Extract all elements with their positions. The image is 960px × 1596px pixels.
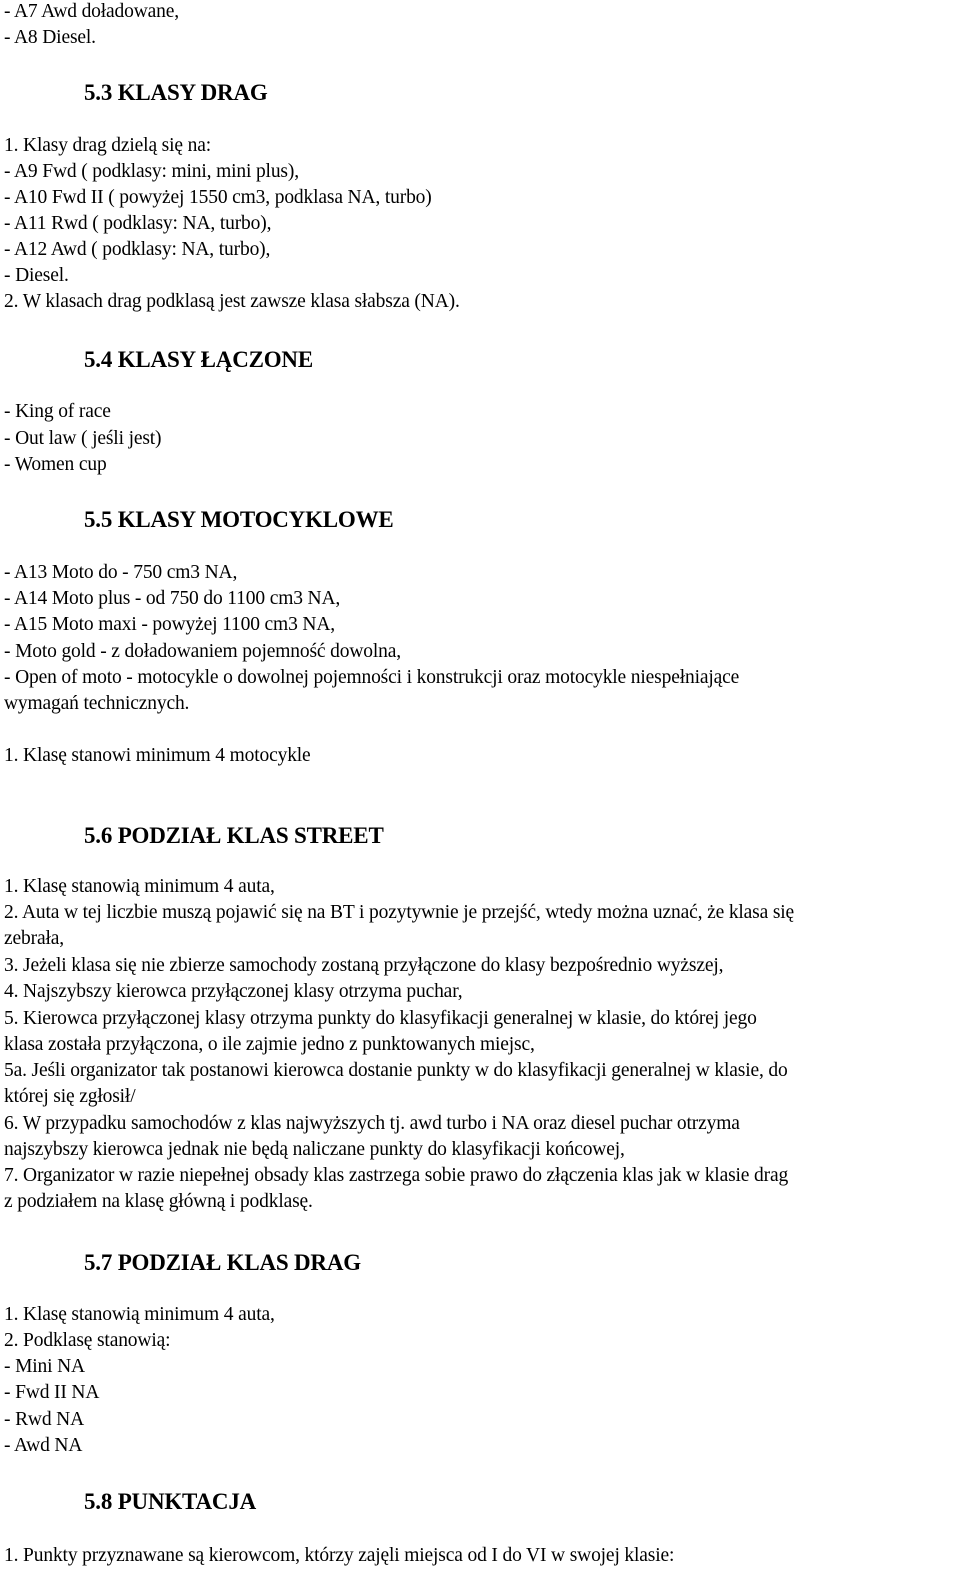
text-line: 1. Klasy drag dzielą się na: bbox=[4, 135, 211, 156]
text-line: 1. Klasę stanowią minimum 4 auta, bbox=[4, 1304, 275, 1325]
text-line: 5. Kierowca przyłączonej klasy otrzyma punkty do klasyfikacji generalnej w klasie, do której jego bbox=[4, 1008, 757, 1029]
text-line: 6. W przypadku samochodów z klas najwyższych tj. awd turbo i NA oraz diesel puchar otrzyma bbox=[4, 1113, 740, 1134]
section-heading: 5.4 KLASY ŁĄCZONE bbox=[84, 347, 313, 372]
text-line: - A12 Awd ( podklasy: NA, turbo), bbox=[4, 239, 271, 260]
section-heading: 5.7 PODZIAŁ KLAS DRAG bbox=[84, 1250, 361, 1275]
text-line: - Rwd NA bbox=[4, 1409, 85, 1430]
text-line: - A8 Diesel. bbox=[4, 27, 96, 48]
text-line: której się zgłosił/ bbox=[4, 1086, 136, 1107]
text-line: - Mini NA bbox=[4, 1356, 85, 1377]
text-line: 1. Klasę stanowią minimum 4 auta, bbox=[4, 876, 275, 897]
text-line: 1. Punkty przyznawane są kierowcom, którzy zajęli miejsca od I do VI w swojej klasie: bbox=[4, 1545, 675, 1566]
section-heading: 5.8 PUNKTACJA bbox=[84, 1489, 257, 1514]
text-line: klasa została przyłączona, o ile zajmie jedno z punktowanych miejsc, bbox=[4, 1034, 535, 1055]
text-line: 2. W klasach drag podklasą jest zawsze klasa słabsza (NA). bbox=[4, 291, 460, 312]
text-line: 1. Klasę stanowi minimum 4 motocykle bbox=[4, 745, 311, 766]
text-line: 2. Podklasę stanowią: bbox=[4, 1330, 171, 1351]
text-line: 5a. Jeśli organizator tak postanowi kierowca dostanie punkty w do klasyfikacji generalnej w klasie, do bbox=[4, 1060, 788, 1081]
text-line: - Open of moto - motocykle o dowolnej pojemności i konstrukcji oraz motocykle niespełniające bbox=[4, 667, 740, 688]
text-line: - Women cup bbox=[4, 454, 107, 475]
section-heading: 5.6 PODZIAŁ KLAS STREET bbox=[84, 823, 384, 848]
text-line: z podziałem na klasę główną i podklasę. bbox=[4, 1191, 313, 1212]
text-line: - Diesel. bbox=[4, 265, 69, 286]
text-line: 4. Najszybszy kierowca przyłączonej klasy otrzyma puchar, bbox=[4, 981, 463, 1002]
text-line: - A14 Moto plus - od 750 do 1100 cm3 NA, bbox=[4, 588, 341, 609]
text-line: - Awd NA bbox=[4, 1435, 83, 1456]
text-line: - A7 Awd doładowane, bbox=[4, 1, 180, 22]
text-line: 3. Jeżeli klasa się nie zbierze samochody zostaną przyłączone do klasy bezpośrednio wyższej, bbox=[4, 955, 724, 976]
text-line: 7. Organizator w razie niepełnej obsady klas zastrzega sobie prawo do złączenia klas jak w klasie drag bbox=[4, 1165, 789, 1186]
text-line: - Moto gold - z doładowaniem pojemność dowolna, bbox=[4, 641, 401, 662]
text-line: - Fwd II NA bbox=[4, 1382, 100, 1403]
text-line: - A10 Fwd II ( powyżej 1550 cm3, podklasa NA, turbo) bbox=[4, 187, 432, 208]
section-heading: 5.3 KLASY DRAG bbox=[84, 80, 268, 105]
text-line: 2. Auta w tej liczbie muszą pojawić się na BT i pozytywnie je przejść, wtedy można uznać, że klasa się bbox=[4, 902, 795, 923]
text-line: - A15 Moto maxi - powyżej 1100 cm3 NA, bbox=[4, 614, 335, 635]
section-heading: 5.5 KLASY MOTOCYKLOWE bbox=[84, 507, 394, 532]
text-line: - A13 Moto do - 750 cm3 NA, bbox=[4, 562, 238, 583]
text-line: najszybszy kierowca jednak nie będą naliczane punkty do klasyfikacji końcowej, bbox=[4, 1139, 625, 1160]
text-line: - Out law ( jeśli jest) bbox=[4, 428, 162, 449]
text-line: zebrała, bbox=[4, 928, 64, 949]
text-line: wymagań technicznych. bbox=[4, 693, 190, 714]
text-line: - A11 Rwd ( podklasy: NA, turbo), bbox=[4, 213, 272, 234]
text-line: - King of race bbox=[4, 401, 111, 422]
text-line: - A9 Fwd ( podklasy: mini, mini plus), bbox=[4, 161, 299, 182]
